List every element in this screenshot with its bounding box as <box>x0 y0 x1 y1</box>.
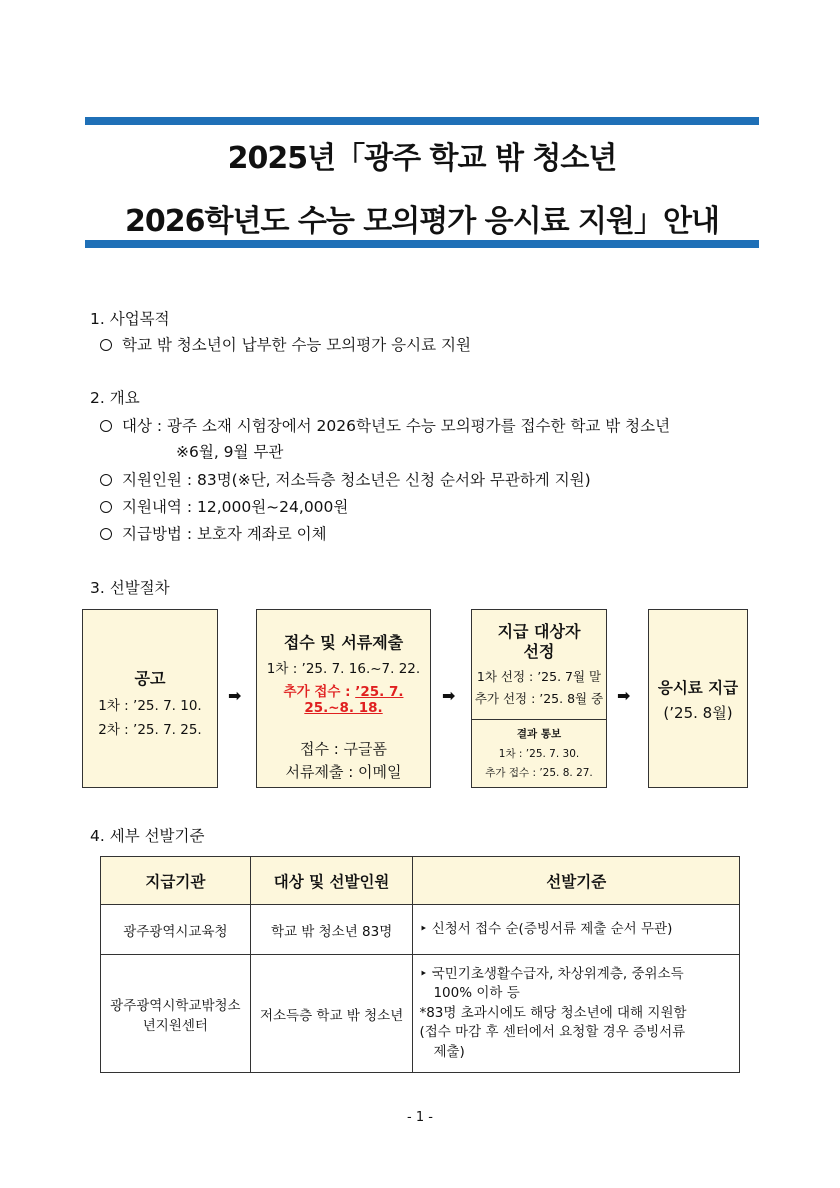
section2-target: 대상 : 광주 소재 시험장에서 2026학년도 수능 모의평가를 접수한 학교 밖 청소년 <box>100 414 670 436</box>
step4-title: 응시료 지급 <box>657 679 739 697</box>
circle-bullet-icon <box>100 528 112 540</box>
table-header-criteria: 선발기준 <box>413 857 740 905</box>
section3-heading: 3. 선발절차 <box>90 579 170 597</box>
step3-result-line1: 1차 : ’25. 7. 30. <box>498 748 580 760</box>
section1-item: 학교 밖 청소년이 납부한 수능 모의평가 응시료 지원 <box>100 333 471 355</box>
arrow-right-icon: ➡ <box>228 686 242 705</box>
page-title-line2: 2026학년도 수능 모의평가 응시료 지원」안내 <box>125 204 719 239</box>
step3-result-title: 결과 통보 <box>516 728 562 740</box>
table-header-target: 대상 및 선발인원 <box>250 857 413 905</box>
step1-title: 공고 <box>134 669 166 688</box>
step2-line2: 추가 접수 : ’25. 7. 25.~8. 18. <box>283 684 404 716</box>
section2-target-note: ※6월, 9월 무관 <box>176 443 284 461</box>
arrow-right-icon: ➡ <box>442 686 456 705</box>
circle-bullet-icon <box>100 339 112 351</box>
section1-heading: 1. 사업목적 <box>90 310 170 328</box>
table-row <box>101 905 740 955</box>
criteria-table <box>100 856 740 1073</box>
step3-upper <box>472 610 606 720</box>
arrow-right-icon: ➡ <box>617 686 631 705</box>
table-cell-org: 광주광역시교육청 <box>101 905 251 955</box>
section4-heading: 4. 세부 선발기준 <box>90 827 205 845</box>
step3-line2: 추가 선정 : ’25. 8월 중 <box>474 691 604 706</box>
section2-count: 지원인원 : 83명(※단, 저소득층 청소년은 신청 순서와 무관하게 지원) <box>100 468 591 490</box>
section2-amount: 지원내역 : 12,000원~24,000원 <box>100 495 348 517</box>
step2-line1: 1차 : ’25. 7. 16.~7. 22. <box>266 661 421 677</box>
circle-bullet-icon <box>100 420 112 432</box>
page-title-line1: 2025년「광주 학교 밖 청소년 <box>227 141 617 176</box>
circle-bullet-icon <box>100 501 112 513</box>
table-cell-criteria: ‣ 국민기초생활수급자, 차상위계층, 중위소득 100% 이하 등 *83명 초과시에도 해당 청소년에 대해 지원함 (접수 마감 후 센터에서 요청할 경우 증빙서류 제출) <box>413 955 740 1073</box>
table-cell-org: 광주광역시학교밖청소 년지원센터 <box>101 955 251 1073</box>
section2-heading: 2. 개요 <box>90 389 140 407</box>
section2-method: 지급방법 : 보호자 계좌로 이체 <box>100 522 327 544</box>
circle-bullet-icon <box>100 474 112 486</box>
step1-line2: 2차 : ’25. 7. 25. <box>98 722 202 738</box>
step-selection-box <box>471 609 607 788</box>
table-cell-target: 저소득층 학교 밖 청소년 <box>250 955 413 1073</box>
step2-title: 접수 및 서류제출 <box>283 633 404 652</box>
table-cell-criteria: ‣ 신청서 접수 순(증빙서류 제출 순서 무관) <box>413 905 740 955</box>
step-announcement-box <box>82 609 218 788</box>
page-number: - 1 - <box>407 1110 433 1125</box>
step4-line1: (’25. 8월) <box>663 704 733 722</box>
title-bar-top <box>85 117 759 125</box>
table-cell-target: 학교 밖 청소년 83명 <box>250 905 413 955</box>
title-bar-bottom <box>85 240 759 248</box>
table-row <box>101 955 740 1073</box>
table-header-org: 지급기관 <box>101 857 251 905</box>
step2-line3: 접수 : 구글폼 <box>299 740 388 758</box>
step-payment-box <box>648 609 748 788</box>
step3-title: 지급 대상자 선정 <box>497 622 581 661</box>
step2-line4: 서류제출 : 이메일 <box>285 763 402 781</box>
step3-result-line2: 추가 접수 : ’25. 8. 27. <box>485 767 593 779</box>
table-header-row <box>101 857 740 905</box>
step3-line1: 1차 선정 : ’25. 7월 말 <box>476 669 602 684</box>
step-application-box <box>256 609 431 788</box>
step1-line1: 1차 : ’25. 7. 10. <box>98 698 202 714</box>
